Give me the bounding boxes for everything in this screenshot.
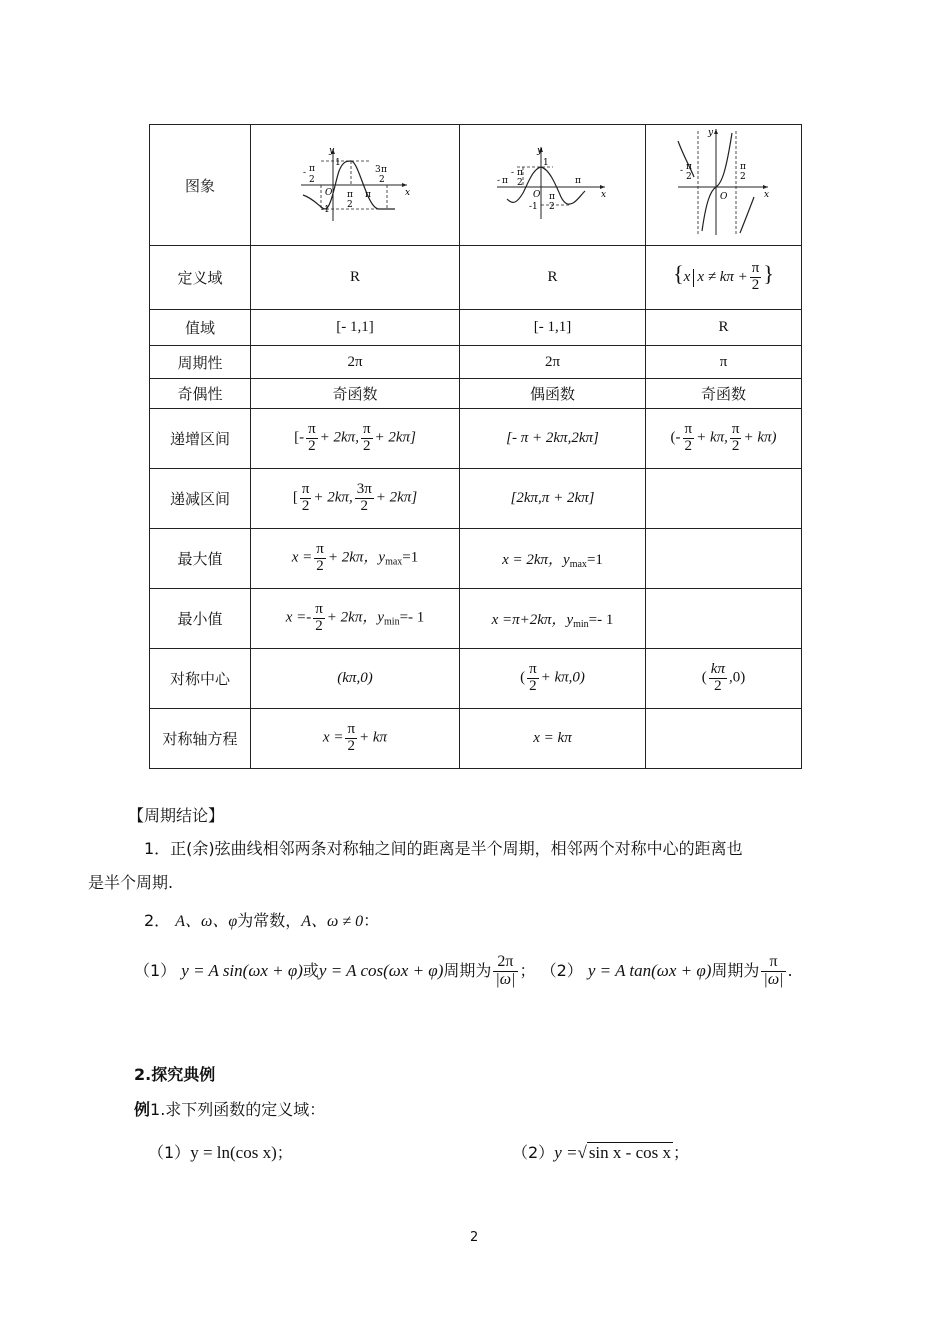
formula2-period-label: 周期为 [711, 960, 760, 980]
row-label-graph: 图象 [150, 125, 251, 246]
row-label-period: 周期性 [150, 346, 251, 379]
cos-graph-pi-b: π [516, 168, 523, 178]
tan-decreasing [646, 469, 802, 529]
sin-period: 2π [251, 346, 460, 379]
cos-min-x: x =π+2kπ， [491, 611, 567, 628]
sin-min-mid: + 2kπ， [326, 609, 378, 626]
sin-graph-two-b: 2 [347, 200, 353, 210]
tan-range: R [646, 310, 802, 346]
part2-number: （2） [512, 1143, 555, 1162]
cos-center-den: 2 [529, 678, 537, 694]
sin-graph-one: 1 [335, 158, 341, 168]
sin-graph [295, 143, 415, 223]
sin-graph-neg-one: -1 [321, 205, 330, 215]
cos-max-sub: max [569, 558, 587, 570]
cos-center [460, 649, 646, 709]
formula1-frac-num: 2π [493, 954, 517, 972]
example1-text: 1.求下列函数的定义域： [150, 1100, 326, 1119]
sin-axis [251, 709, 460, 769]
cos-center-open: ( [520, 669, 526, 686]
cos-graph-pi-c: π [548, 192, 555, 202]
tan-center-den: 2 [714, 678, 722, 694]
sin-graph-cell [251, 125, 460, 246]
tan-maximum [646, 529, 802, 589]
tan-center-num: kπ [710, 661, 725, 678]
cos-min-y: y [566, 611, 574, 628]
sin-min-y: y [377, 609, 385, 626]
sin-range: [- 1,1] [251, 310, 460, 346]
sin-graph-two-a: 2 [309, 175, 315, 185]
formula1-sep: ； [519, 960, 536, 980]
conclusion-formulas [134, 954, 793, 989]
item2-vars: A、ω、φ [175, 913, 238, 930]
tan-inc-num2: π [731, 421, 740, 438]
tan-axis [646, 709, 802, 769]
sin-center: (kπ,0) [251, 649, 460, 709]
tan-parity: 奇函数 [646, 379, 802, 409]
formula2-omega: ω [767, 970, 780, 988]
conclusion-item1-line2: 是半个周期. [88, 873, 174, 892]
cos-domain: R [460, 246, 646, 310]
sin-max-y: y [378, 549, 386, 566]
cos-graph-cell [460, 125, 646, 246]
formula2-frac-den: |ω| [763, 970, 784, 988]
sin-maximum [251, 529, 460, 589]
example1-heading [134, 1097, 325, 1120]
tan-domain: {x x ≠ kπ + $\frac{\pi}{2}$ } [646, 246, 802, 310]
sin-graph-pi-c: π [365, 190, 371, 200]
tan-graph-y: y [707, 128, 713, 138]
cos-parity: 偶函数 [460, 379, 646, 409]
tan-domain-num: π [751, 260, 760, 277]
row-label-increasing: 递增区间 [150, 409, 251, 469]
tan-graph-pi-a: π [685, 162, 692, 172]
tan-inc-den2: 2 [731, 438, 740, 454]
tan-inc-num1: π [684, 421, 693, 438]
tan-domain-cond: x ≠ kπ + [697, 269, 748, 286]
sin-dec-den1: 2 [301, 498, 310, 514]
cos-min-val: =- 1 [588, 611, 614, 628]
sin-graph-pi-d: π [381, 165, 387, 175]
cos-max-x: x = 2kπ， [502, 551, 564, 568]
sin-graph-x: x [405, 188, 411, 198]
part2-pre: y = [554, 1143, 578, 1162]
sin-inc-open: [- [294, 429, 305, 446]
example1-part1 [148, 1140, 293, 1163]
row-label-axis: 对称轴方程 [150, 709, 251, 769]
cos-center-close: + kπ,0) [540, 669, 585, 686]
sin-graph-o: O [325, 188, 333, 198]
sin-max-mid: + 2kπ， [327, 549, 379, 566]
part2-expr: sin x - cos x [588, 1143, 671, 1162]
tan-graph-x: x [763, 190, 769, 200]
sin-inc-num2: π [362, 421, 371, 438]
cos-center-num: π [529, 661, 537, 678]
tan-center-close: ,0) [728, 669, 746, 686]
sin-max-sub: max [385, 556, 403, 568]
sin-axis-tail: + kπ [359, 729, 388, 746]
cos-maximum [460, 529, 646, 589]
sin-graph-two-d: 2 [379, 175, 385, 185]
cos-minimum [460, 589, 646, 649]
sin-min-sub: min [384, 616, 400, 628]
formula1-cos: y = A cos(ωx + φ) [318, 960, 444, 980]
cos-period: 2π [460, 346, 646, 379]
formula1-sin: y = A sin(ωx + φ) [181, 960, 303, 980]
cos-range: [- 1,1] [460, 310, 646, 346]
tan-center-open: ( [701, 669, 707, 686]
cos-decreasing: [2kπ,π + 2kπ] [460, 469, 646, 529]
row-label-maximum: 最大值 [150, 529, 251, 589]
tan-increasing [646, 409, 802, 469]
sin-graph-y: y [329, 146, 335, 156]
sin-min-x: x =- [285, 609, 312, 626]
tan-graph-two-b: 2 [739, 172, 746, 182]
formula1-number: （1） [134, 960, 177, 980]
sin-graph-three: 3 [375, 165, 381, 175]
tan-inc-den1: 2 [684, 438, 693, 454]
sin-dec-num1: π [301, 481, 310, 498]
tan-inc-open: (- [670, 429, 681, 446]
formula1-period-label: 周期为 [443, 960, 492, 980]
tan-domain-den: 2 [751, 277, 760, 294]
cos-min-sub: min [573, 618, 589, 630]
page-number: 2 [470, 1230, 479, 1245]
row-label-decreasing: 递减区间 [150, 469, 251, 529]
sin-graph-minus: - [303, 168, 307, 178]
formula1-frac-den: |ω| [495, 970, 516, 988]
tan-graph-cell [646, 125, 802, 246]
sin-decreasing [251, 469, 460, 529]
cos-axis: x = kπ [460, 709, 646, 769]
row-label-minimum: 最小值 [150, 589, 251, 649]
conclusion-item1-line1: 1．正(余)弦曲线相邻两条对称轴之间的距离是半个周期，相邻两个对称中心的距离也 [144, 839, 743, 858]
sin-dec-num2: 3π [356, 481, 372, 498]
sin-graph-pi-a: π [309, 164, 315, 174]
sin-inc-close: + 2kπ] [374, 429, 416, 446]
sin-axis-den: 2 [347, 738, 355, 754]
sin-axis-x: x = [322, 729, 344, 746]
sin-dec-mid: + 2kπ, [313, 489, 353, 506]
example1-label: 例 [134, 1100, 151, 1119]
part1-number: （1） [148, 1143, 191, 1162]
sin-graph-pi-b: π [347, 190, 353, 200]
sin-min-den: 2 [315, 618, 323, 634]
tan-graph-minus: - [679, 166, 683, 176]
conclusion-item2 [144, 908, 379, 931]
cos-graph-two-b: 2 [516, 178, 523, 188]
item2-number: 2． [144, 911, 171, 930]
formula1-or: 或 [302, 960, 319, 980]
section-title: 2.探究典例 [134, 1065, 216, 1084]
tan-domain-var: x [683, 269, 691, 286]
tan-minimum [646, 589, 802, 649]
cos-graph-x: x [600, 190, 606, 200]
trig-properties-table [149, 124, 802, 769]
formula2-frac-num: π [761, 954, 785, 972]
tan-center [646, 649, 802, 709]
tan-period: π [646, 346, 802, 379]
sin-parity: 奇函数 [251, 379, 460, 409]
tan-inc-close: + kπ) [743, 429, 777, 446]
item2-condition: A、ω ≠ 0 [301, 913, 364, 930]
cos-increasing: [- π + 2kπ,2kπ] [460, 409, 646, 469]
example1-part2: （2）y =√ sin x - cos x ； [512, 1143, 689, 1162]
sin-increasing [251, 409, 460, 469]
formula2-number: （2） [540, 960, 583, 980]
sin-inc-num1: π [308, 421, 316, 438]
sin-max-den: 2 [316, 558, 324, 574]
sin-inc-den1: 2 [308, 438, 316, 454]
part1-end: ； [276, 1143, 293, 1162]
item2-end: ： [363, 911, 380, 930]
sin-inc-den2: 2 [362, 438, 371, 454]
sin-min-num: π [315, 601, 323, 618]
sin-dec-close: + 2kπ] [375, 489, 418, 506]
cos-graph-pi-d: π [574, 176, 581, 186]
tan-graph-o: O [719, 192, 727, 202]
tan-inc-mid: + kπ, [696, 429, 728, 446]
row-label-center: 对称中心 [150, 649, 251, 709]
row-label-domain: 定义域 [150, 246, 251, 310]
row-label-range: 值域 [150, 310, 251, 346]
sin-inc-mid: + 2kπ, [319, 429, 359, 446]
cos-graph-neg-one: -1 [528, 202, 538, 212]
cos-graph-minus-a: - [496, 176, 500, 186]
sin-dec-den2: 2 [360, 498, 368, 514]
sin-dec-open: [ [292, 489, 298, 506]
sin-domain: R [251, 246, 460, 310]
sin-axis-num: π [347, 721, 356, 738]
cos-graph-o: O [532, 190, 540, 200]
cos-graph-two-c: 2 [548, 202, 555, 212]
cos-graph-one: 1 [542, 158, 549, 168]
tan-graph-two-a: 2 [685, 172, 692, 182]
sin-max-num: π [316, 541, 324, 558]
row-label-parity: 奇偶性 [150, 379, 251, 409]
part1-expr: y = ln(cos x) [190, 1143, 277, 1162]
sin-max-x: x = [291, 549, 313, 566]
item2-text: 为常数， [237, 911, 302, 930]
sin-minimum [251, 589, 460, 649]
sin-max-val: =1 [402, 549, 419, 566]
cos-graph-minus-b: - [510, 168, 514, 178]
sin-min-val: =- 1 [399, 609, 425, 626]
cos-graph [493, 143, 613, 223]
cos-graph-pi-a: π [501, 176, 508, 186]
tan-graph [674, 127, 774, 239]
formula2-end: . [787, 960, 793, 980]
part2-end: ； [672, 1143, 689, 1162]
formula1-omega: ω [499, 970, 512, 988]
tan-graph-pi-b: π [739, 162, 746, 172]
cos-max-val: =1 [586, 551, 603, 568]
formula2-tan: y = A tan(ωx + φ) [587, 960, 712, 980]
cos-graph-y: y [536, 146, 542, 156]
cos-max-y: y [563, 551, 570, 568]
conclusion-heading: 【周期结论】 [128, 806, 225, 825]
